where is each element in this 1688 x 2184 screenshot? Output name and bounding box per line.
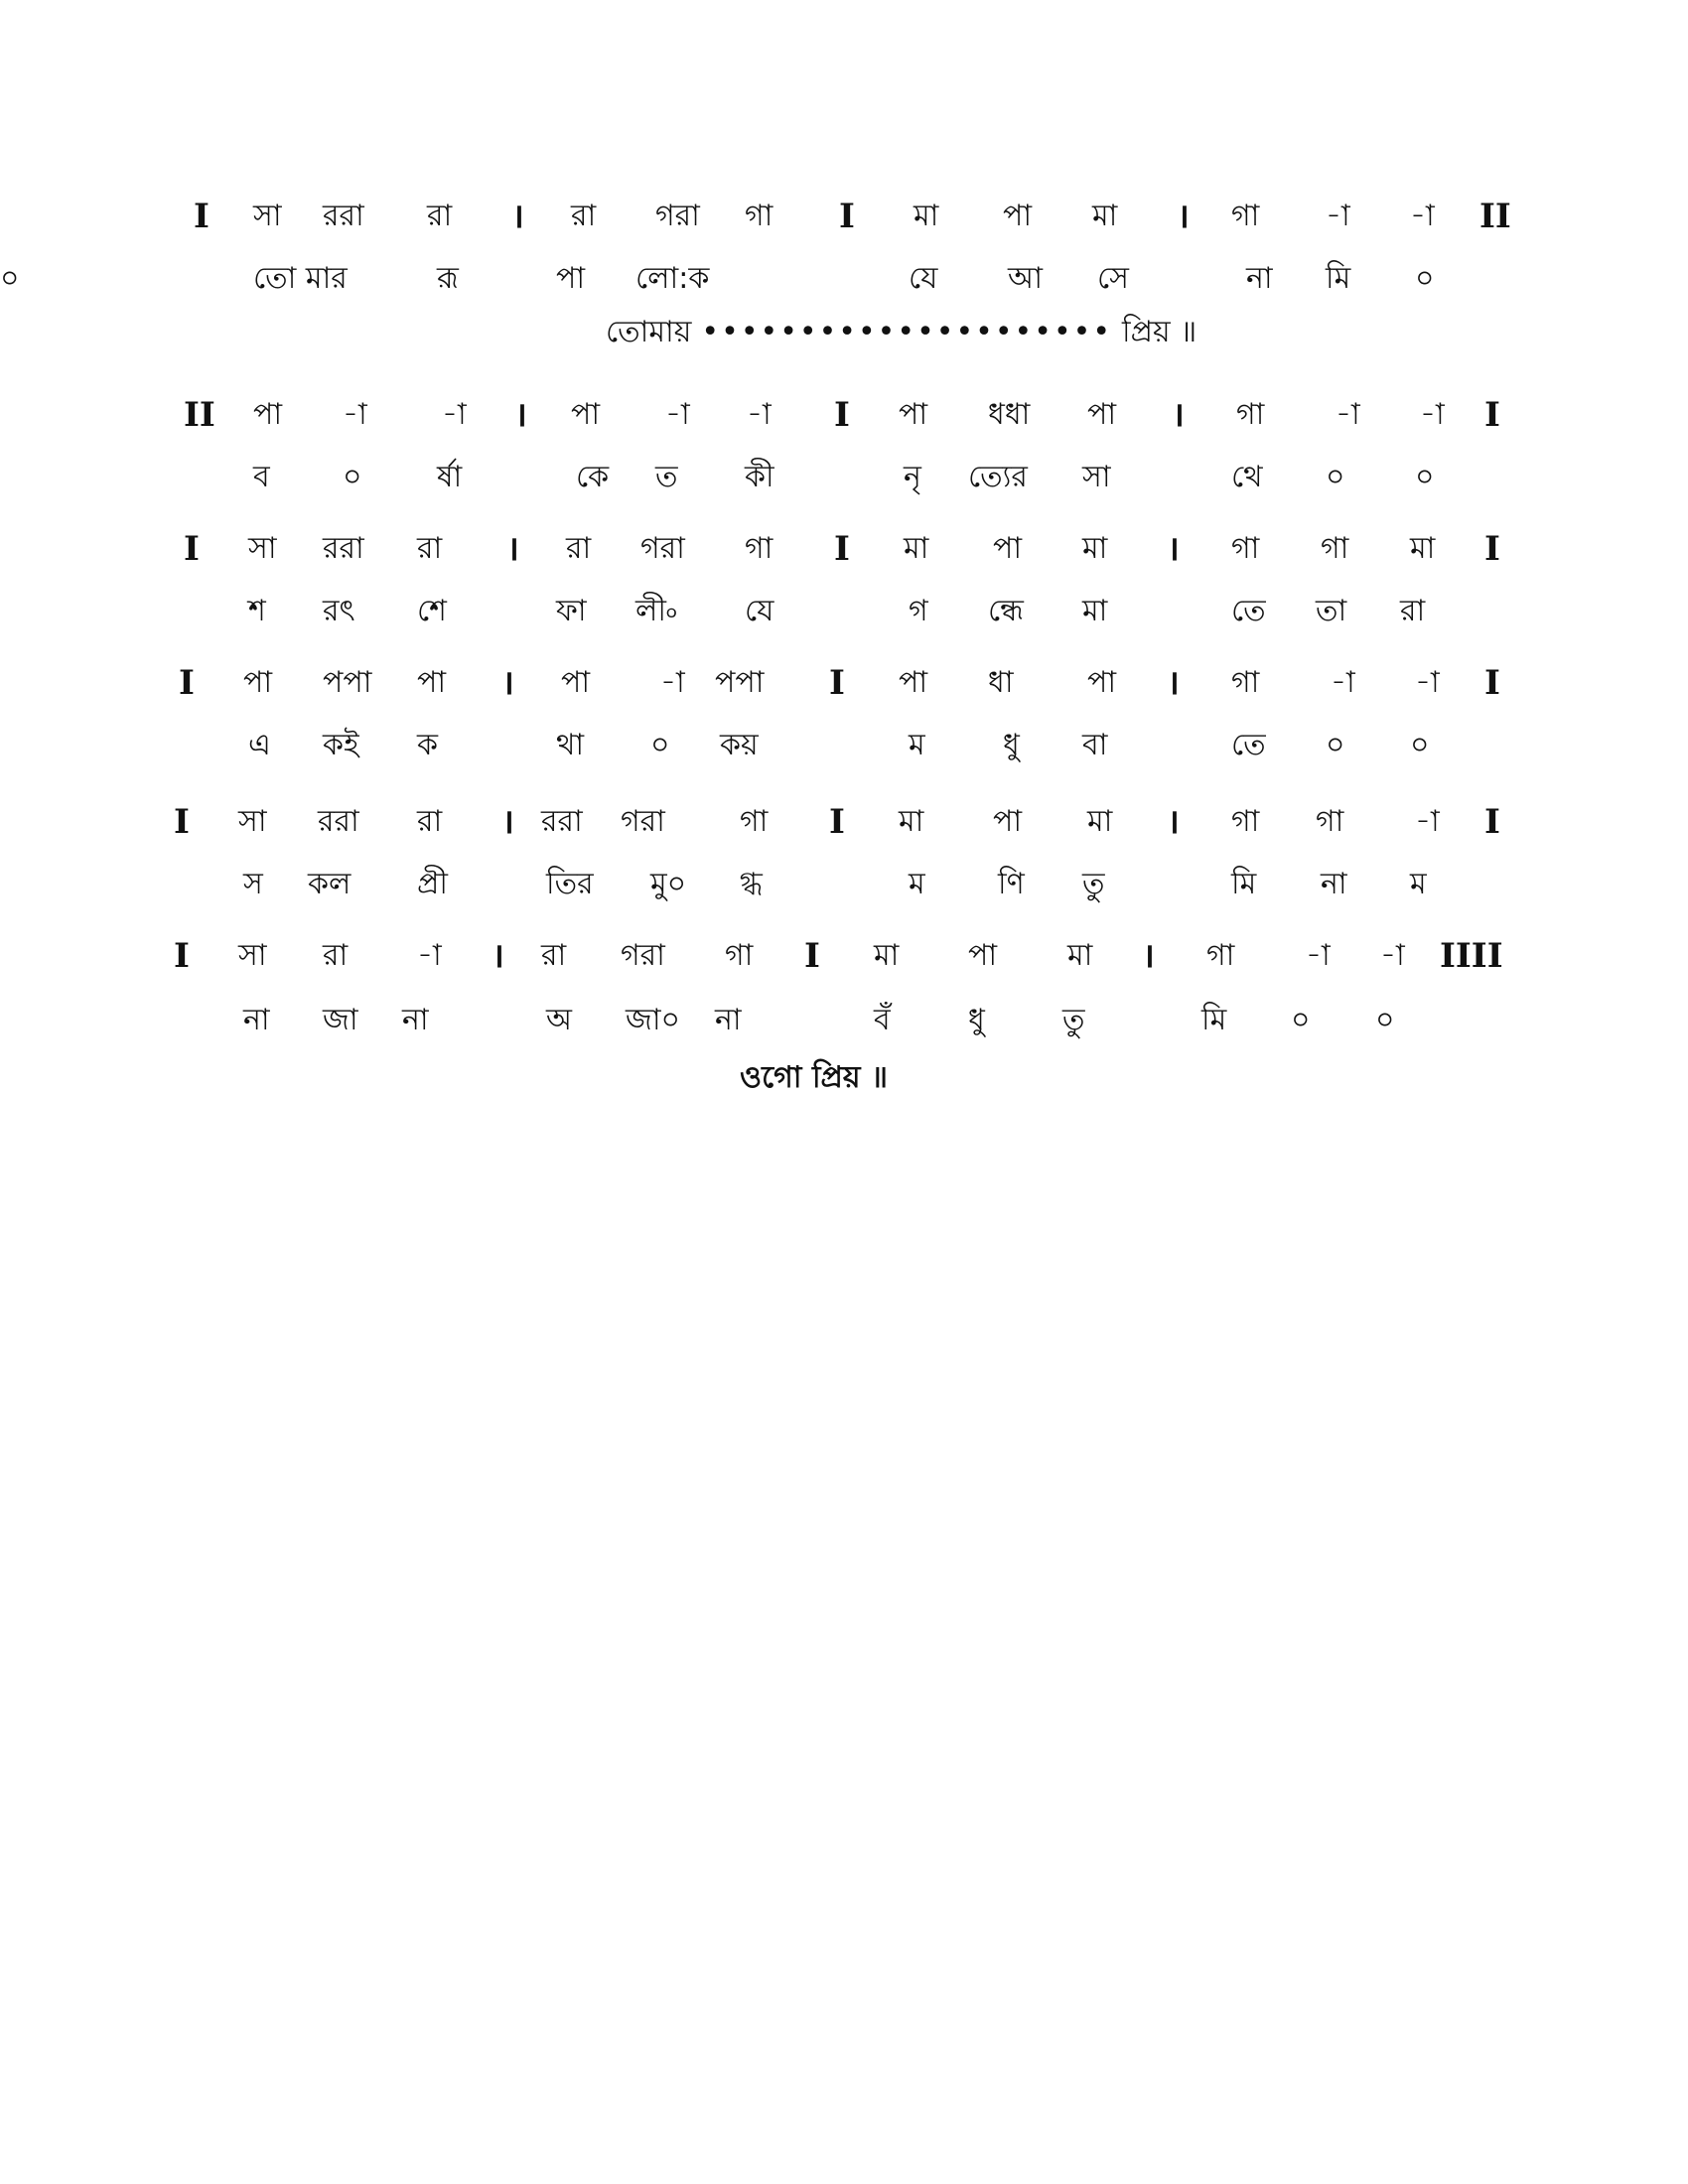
bar-line: I [1484, 529, 1500, 569]
lyric-syllable: রূ [437, 261, 459, 296]
swara-line-1 [0, 189, 1688, 244]
lyric-syllable: আ [1008, 261, 1043, 296]
lyric-syllable: থা [556, 728, 585, 762]
swara-note: -া [665, 397, 690, 432]
bar-line: I [834, 395, 850, 435]
swara-note: -া [1380, 938, 1405, 973]
bar-line: I [1484, 663, 1500, 703]
swara-note: মা [914, 199, 939, 233]
lyric-syllable: নৃ [904, 460, 921, 494]
bar-line: II [184, 395, 215, 435]
lyric-syllable: কয় [720, 728, 759, 762]
lyric-syllable: না [243, 1003, 270, 1037]
lyric-line-4 [0, 718, 1688, 773]
bar-line: । [506, 529, 519, 569]
bar-line: । [1167, 802, 1180, 842]
lyric-syllable: ০ [0, 261, 20, 296]
lyric-syllable: মু০ [650, 867, 687, 901]
lyric-syllable: ০ [1415, 261, 1435, 296]
swara-note: মা [899, 804, 924, 839]
swara-note: সা [238, 938, 267, 973]
swara-note: গরা [655, 199, 700, 233]
lyric-syllable: ম [909, 728, 925, 762]
bar-line: I [1484, 395, 1500, 435]
swara-note: পপা [715, 665, 765, 700]
lyric-syllable: সে [1097, 261, 1129, 296]
swara-note: গা [1321, 531, 1349, 566]
lyric-syllable: অ [546, 1003, 572, 1037]
bar-line: । [1172, 395, 1185, 435]
lyric-syllable: ত [655, 460, 678, 494]
lyric-syllable: যে [745, 594, 774, 628]
swara-line-3 [0, 521, 1688, 577]
lyric-syllable: ণি [998, 867, 1025, 901]
swara-note: পা [899, 397, 928, 432]
lyric-line-5 [0, 857, 1688, 912]
lyric-syllable: কই [323, 728, 359, 762]
bar-line: । [501, 802, 514, 842]
refrain-line [606, 305, 1196, 360]
swara-note: মা [1082, 531, 1108, 566]
bar-line: । [1142, 936, 1155, 976]
swara-note: গা [725, 938, 754, 973]
swara-note: -া [1331, 665, 1355, 700]
swara-note: সা [248, 531, 277, 566]
lyric-syllable: ফা [556, 594, 587, 628]
swara-line-4 [0, 655, 1688, 711]
lyric-syllable: জা০ [626, 1003, 681, 1037]
swara-note: গরা [640, 531, 685, 566]
swara-note: পা [561, 665, 591, 700]
lyric-syllable: যে [909, 261, 938, 296]
swara-note: পা [968, 938, 998, 973]
swara-note: -া [1326, 199, 1350, 233]
lyric-syllable: তে [1231, 728, 1266, 762]
lyric-syllable: ম [909, 867, 925, 901]
lyric-syllable: না [1246, 261, 1273, 296]
lyric-syllable: তা [1316, 594, 1347, 628]
lyric-syllable: ০ [1410, 728, 1430, 762]
lyric-syllable: রৎ [323, 594, 355, 628]
closing-refrain: ওগো প্রিয় ॥ [740, 1060, 889, 1095]
bar-line: । [501, 663, 514, 703]
swara-note: -া [1336, 397, 1360, 432]
swara-note: পা [993, 531, 1023, 566]
lyric-syllable: জা [323, 1003, 358, 1037]
lyric-syllable: তির [546, 867, 594, 901]
lyric-syllable: বা [1082, 728, 1108, 762]
lyric-syllable: ০ [1326, 460, 1345, 494]
lyric-syllable: না [715, 1003, 742, 1037]
lyric-line-2 [0, 450, 1688, 505]
lyric-syllable: পা [556, 261, 586, 296]
lyric-syllable: মি [1231, 867, 1257, 901]
lyric-syllable: ত্যের [968, 460, 1028, 494]
swara-note: পা [243, 665, 273, 700]
bar-line: । [492, 936, 504, 976]
swara-note: -া [747, 397, 772, 432]
bar-line: IIII [1440, 936, 1503, 976]
swara-note: পপা [323, 665, 372, 700]
lyric-syllable: না [402, 1003, 429, 1037]
bar-line: I [194, 197, 210, 236]
swara-note: ররা [323, 531, 364, 566]
swara-note: রা [427, 199, 453, 233]
swara-note: -া [1306, 938, 1331, 973]
lyric-syllable: তো মার [253, 261, 348, 296]
swara-note: ররা [323, 199, 364, 233]
lyric-syllable: শ [248, 594, 266, 628]
swara-note: গা [1231, 665, 1260, 700]
swara-note: সা [238, 804, 267, 839]
lyric-syllable: ম [1410, 867, 1427, 901]
bar-line: I [184, 529, 200, 569]
swara-note: সা [253, 199, 282, 233]
swara-note: গা [1231, 531, 1260, 566]
lyric-syllable: মি [1326, 261, 1351, 296]
lyric-line-3 [0, 584, 1688, 639]
lyric-syllable: মি [1201, 1003, 1227, 1037]
swara-note: -া [660, 665, 685, 700]
lyric-syllable: থে [1231, 460, 1263, 494]
swara-note: ধধা [988, 397, 1031, 432]
swara-note: পা [1003, 199, 1033, 233]
swara-note: রা [541, 938, 567, 973]
bar-line: I [834, 529, 850, 569]
swara-note: -া [417, 938, 442, 973]
swara-note: পা [899, 665, 928, 700]
lyric-syllable: এ [248, 728, 271, 762]
swara-note: -া [442, 397, 467, 432]
lyric-syllable: স [243, 867, 263, 901]
swara-note: ধা [988, 665, 1014, 700]
swara-line-6 [0, 928, 1688, 984]
swara-note: -া [1410, 199, 1435, 233]
swara-note: গা [1236, 397, 1265, 432]
swara-note: রা [417, 531, 443, 566]
lyric-syllable: কে [576, 460, 610, 494]
lyric-syllable: মা [1082, 594, 1108, 628]
bar-line: I [839, 197, 855, 236]
lyric-syllable: তে [1231, 594, 1266, 628]
refrain-start: তোমায় [606, 315, 692, 349]
lyric-syllable: গ [909, 594, 928, 628]
bar-line: । [511, 197, 524, 236]
refrain-end: প্রিয় ॥ [1122, 315, 1197, 349]
lyric-syllable: তু [1082, 867, 1105, 901]
swara-note: গা [1206, 938, 1235, 973]
bar-line: I [174, 802, 190, 842]
lyric-line-6 [0, 993, 1688, 1048]
swara-note: পা [1087, 397, 1117, 432]
bar-line: I [804, 936, 820, 976]
swara-line-5 [0, 794, 1688, 850]
lyric-syllable: ধু [1003, 728, 1020, 762]
lyric-syllable: ০ [343, 460, 362, 494]
bar-line: । [514, 395, 527, 435]
swara-note: গা [1316, 804, 1344, 839]
swara-note: গা [740, 804, 769, 839]
swara-note: গরা [621, 804, 665, 839]
swara-note: গা [745, 531, 774, 566]
swara-note: পা [993, 804, 1023, 839]
lyric-syllable: ০ [1415, 460, 1435, 494]
swara-note: ররা [318, 804, 359, 839]
lyric-syllable: তু [1062, 1003, 1085, 1037]
swara-note: রা [571, 199, 597, 233]
lyric-syllable: লী৹ [635, 594, 678, 628]
swara-note: -া [1420, 397, 1445, 432]
lyric-syllable: ০ [1326, 728, 1345, 762]
lyric-syllable: না [1321, 867, 1347, 901]
lyric-syllable: ০ [1291, 1003, 1311, 1037]
swara-note: পা [1087, 665, 1117, 700]
lyric-syllable: কল [308, 867, 352, 901]
bar-line: I [829, 802, 845, 842]
bar-line: I [1484, 802, 1500, 842]
lyric-syllable: র্ষা [437, 460, 463, 494]
swara-line-2 [0, 387, 1688, 443]
bar-line: I [829, 663, 845, 703]
bar-line: । [1177, 197, 1190, 236]
lyric-syllable: বঁ [874, 1003, 891, 1037]
lyric-syllable: রা [1400, 594, 1426, 628]
lyric-syllable: কী [745, 460, 774, 494]
lyric-line-1 [0, 251, 1688, 307]
swara-note: মা [1087, 804, 1113, 839]
lyric-syllable: গ্ধ [740, 867, 763, 901]
lyric-syllable: ব [253, 460, 270, 494]
swara-note: মা [1092, 199, 1118, 233]
refrain-dots: ••••••••••••••••••••• [701, 315, 1113, 349]
swara-note: গা [745, 199, 774, 233]
swara-note: ররা [541, 804, 583, 839]
lyric-syllable: ০ [650, 728, 670, 762]
lyric-syllable: শে [417, 594, 447, 628]
swara-note: মা [904, 531, 929, 566]
swara-note: রা [417, 804, 443, 839]
swara-note: -া [1415, 804, 1440, 839]
swara-note: মা [1410, 531, 1436, 566]
bar-line: II [1479, 197, 1511, 236]
bar-line: I [179, 663, 195, 703]
swara-note: -া [1415, 665, 1440, 700]
lyric-syllable: ০ [1375, 1003, 1395, 1037]
lyric-syllable: ন্ধে [988, 594, 1024, 628]
swara-note: মা [1067, 938, 1093, 973]
swara-note: -া [343, 397, 367, 432]
bar-line: । [1167, 529, 1180, 569]
lyric-syllable: প্রী [417, 867, 448, 901]
bar-line: I [174, 936, 190, 976]
lyric-syllable: ক [417, 728, 438, 762]
swara-note: পা [253, 397, 283, 432]
swara-note: গরা [621, 938, 665, 973]
lyric-syllable: ধু [968, 1003, 985, 1037]
swara-note: রা [323, 938, 349, 973]
swara-note: পা [417, 665, 447, 700]
swara-note: গা [1231, 199, 1260, 233]
swara-note: মা [874, 938, 900, 973]
swara-note: গা [1231, 804, 1260, 839]
lyric-syllable: লো:ক [635, 261, 710, 296]
bar-line: । [1167, 663, 1180, 703]
swara-note: পা [571, 397, 601, 432]
swara-note: রা [566, 531, 592, 566]
lyric-syllable: সা [1082, 460, 1111, 494]
